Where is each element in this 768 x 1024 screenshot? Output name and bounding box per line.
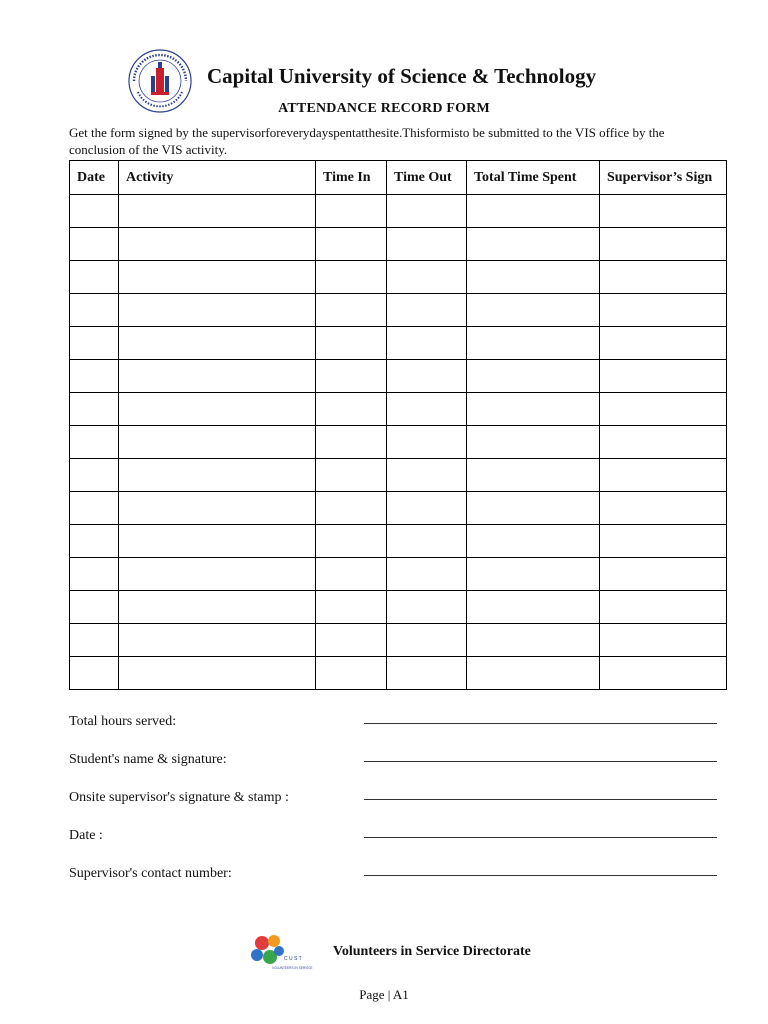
table-cell[interactable] (119, 294, 316, 327)
table-cell[interactable] (600, 393, 727, 426)
table-cell[interactable] (70, 426, 119, 459)
table-cell[interactable] (387, 195, 467, 228)
table-cell[interactable] (316, 426, 387, 459)
field-label: Total hours served: (69, 714, 177, 729)
form-instructions: Get the form signed by the supervisorforeverydayspentatthesite.Thisformisto be submitted to the VIS office by the conclusion of the VIS activity. (69, 125, 665, 157)
field-line[interactable] (364, 837, 717, 838)
table-row (70, 195, 727, 228)
table-cell[interactable] (70, 360, 119, 393)
table-cell[interactable] (467, 657, 600, 690)
table-cell[interactable] (467, 327, 600, 360)
table-row (70, 525, 727, 558)
table-cell[interactable] (119, 657, 316, 690)
table-cell[interactable] (467, 426, 600, 459)
table-cell[interactable] (387, 393, 467, 426)
table-row (70, 624, 727, 657)
table-cell[interactable] (387, 228, 467, 261)
table-cell[interactable] (387, 327, 467, 360)
table-cell[interactable] (119, 426, 316, 459)
column-header-supervisor-sign: Supervisor’s Sign (600, 161, 727, 195)
table-cell[interactable] (467, 195, 600, 228)
table-cell[interactable] (467, 525, 600, 558)
table-cell[interactable] (600, 426, 727, 459)
table-cell[interactable] (600, 228, 727, 261)
table-cell[interactable] (70, 624, 119, 657)
table-cell[interactable] (119, 525, 316, 558)
table-cell[interactable] (600, 591, 727, 624)
table-cell[interactable] (316, 624, 387, 657)
table-cell[interactable] (119, 459, 316, 492)
table-cell[interactable] (70, 327, 119, 360)
table-cell[interactable] (467, 393, 600, 426)
table-cell[interactable] (316, 294, 387, 327)
table-cell[interactable] (600, 657, 727, 690)
table-cell[interactable] (600, 294, 727, 327)
table-cell[interactable] (70, 261, 119, 294)
field-label: Onsite supervisor's signature & stamp : (69, 790, 289, 805)
table-cell[interactable] (70, 294, 119, 327)
table-cell[interactable] (387, 360, 467, 393)
table-cell[interactable] (119, 327, 316, 360)
table-cell[interactable] (119, 558, 316, 591)
field-supervisor-signature (69, 788, 719, 826)
table-cell[interactable] (316, 195, 387, 228)
logo-abbr: C U S T (284, 956, 302, 962)
table-cell[interactable] (467, 624, 600, 657)
table-row (70, 657, 727, 690)
field-total-hours (69, 712, 719, 750)
table-cell[interactable] (316, 327, 387, 360)
table-row (70, 228, 727, 261)
table-cell[interactable] (119, 195, 316, 228)
table-cell[interactable] (70, 558, 119, 591)
table-cell[interactable] (70, 393, 119, 426)
table-cell[interactable] (316, 360, 387, 393)
table-cell[interactable] (316, 525, 387, 558)
table-cell[interactable] (467, 492, 600, 525)
table-cell[interactable] (316, 261, 387, 294)
institution-name: Capital University of Science & Technology (207, 64, 597, 88)
field-line[interactable] (364, 875, 717, 876)
table-cell[interactable] (600, 261, 727, 294)
table-cell[interactable] (316, 657, 387, 690)
field-label: Supervisor's contact number: (69, 866, 232, 881)
table-cell[interactable] (600, 558, 727, 591)
table-cell[interactable] (387, 459, 467, 492)
column-header-activity: Activity (119, 161, 316, 195)
signature-fields (69, 712, 719, 902)
table-cell[interactable] (387, 525, 467, 558)
field-student-name (69, 750, 719, 788)
table-cell[interactable] (119, 624, 316, 657)
table-row (70, 261, 727, 294)
page-number: Page | A1 (359, 987, 409, 1002)
table-cell[interactable] (316, 228, 387, 261)
table-cell[interactable] (387, 591, 467, 624)
table-cell[interactable] (70, 657, 119, 690)
table-cell[interactable] (600, 459, 727, 492)
field-supervisor-contact (69, 864, 719, 902)
directorate-name: Volunteers in Service Directorate (333, 944, 531, 959)
attendance-table (69, 160, 727, 690)
table-cell[interactable] (70, 195, 119, 228)
table-cell[interactable] (387, 294, 467, 327)
field-date (69, 826, 719, 864)
field-line[interactable] (364, 799, 717, 800)
field-label: Student's name & signature: (69, 752, 227, 767)
field-line[interactable] (364, 761, 717, 762)
table-row (70, 360, 727, 393)
table-cell[interactable] (467, 228, 600, 261)
table-cell[interactable] (467, 360, 600, 393)
table-cell[interactable] (70, 492, 119, 525)
table-row (70, 591, 727, 624)
form-title: ATTENDANCE RECORD FORM (278, 101, 490, 116)
table-cell[interactable] (70, 459, 119, 492)
table-row (70, 492, 727, 525)
table-cell[interactable] (316, 393, 387, 426)
table-cell[interactable] (600, 195, 727, 228)
table-cell[interactable] (119, 261, 316, 294)
table-cell[interactable] (600, 525, 727, 558)
field-label: Date : (69, 828, 103, 843)
table-cell[interactable] (119, 492, 316, 525)
table-header-row (70, 161, 727, 195)
vis-logo-icon (248, 933, 320, 973)
table-cell[interactable] (387, 261, 467, 294)
table-row (70, 459, 727, 492)
table-cell[interactable] (600, 624, 727, 657)
column-header-time-out: Time Out (387, 161, 467, 195)
table-row (70, 294, 727, 327)
table-cell[interactable] (467, 558, 600, 591)
table-cell[interactable] (119, 228, 316, 261)
table-cell[interactable] (387, 624, 467, 657)
table-cell[interactable] (387, 426, 467, 459)
table-cell[interactable] (316, 558, 387, 591)
table-cell[interactable] (467, 294, 600, 327)
table-cell[interactable] (70, 525, 119, 558)
field-line[interactable] (364, 723, 717, 724)
table-cell[interactable] (119, 360, 316, 393)
column-header-time-in: Time In (316, 161, 387, 195)
column-header-date: Date (70, 161, 119, 195)
table-row (70, 558, 727, 591)
table-cell[interactable] (600, 492, 727, 525)
table-cell[interactable] (70, 228, 119, 261)
table-cell[interactable] (467, 591, 600, 624)
table-cell[interactable] (70, 591, 119, 624)
table-cell[interactable] (316, 492, 387, 525)
table-cell[interactable] (316, 459, 387, 492)
table-cell[interactable] (119, 393, 316, 426)
table-row (70, 426, 727, 459)
table-cell[interactable] (119, 591, 316, 624)
table-cell[interactable] (600, 360, 727, 393)
table-cell[interactable] (387, 657, 467, 690)
table-cell[interactable] (387, 558, 467, 591)
table-cell[interactable] (467, 261, 600, 294)
table-row (70, 327, 727, 360)
table-cell[interactable] (387, 492, 467, 525)
logo-text: VOLUNTEERS IN SERVICE (272, 966, 313, 970)
table-row (70, 393, 727, 426)
table-cell[interactable] (600, 327, 727, 360)
column-header-total-time: Total Time Spent (467, 161, 600, 195)
table-cell[interactable] (316, 591, 387, 624)
table-cell[interactable] (467, 459, 600, 492)
